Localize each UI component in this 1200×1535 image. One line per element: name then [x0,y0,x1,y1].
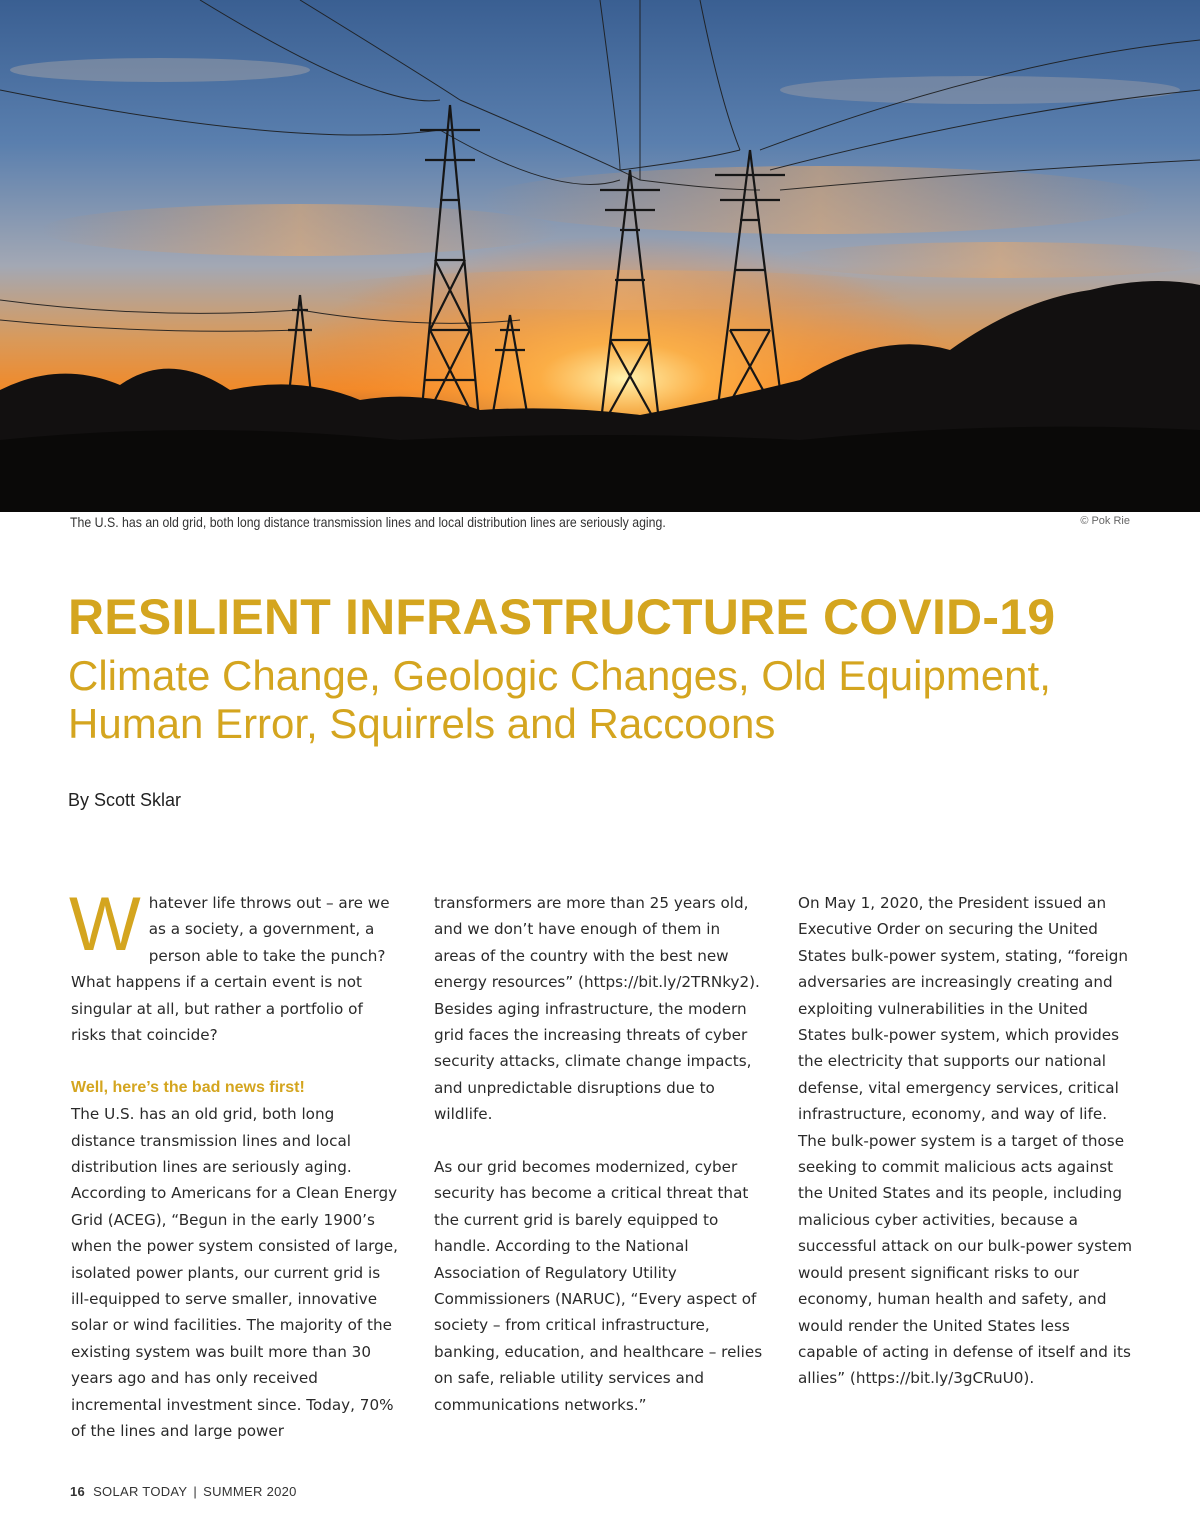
body-paragraph: On May 1, 2020, the President issued an Executive Order on securing the United States bulk-power system, stating, “foreign adversaries are increasingly creating and exploiting vulnerabilities in the United States bulk-power system, which provides the electricity that supports our national defense, vital emergency services, critical infrastructure, economy, and way of life. The bulk-power system is a target of those seeking to commit malicious acts against the United States and its people, including malicious cyber activities, because a successful attack on our bulk-power system would present significant risks to our economy, human health and safety, and would render the United States less capable of acting in defense of itself and its allies” (https://bit.ly/3gCRuU0). [798,894,1133,1388]
power-lines-sunset-image [0,0,1200,512]
photo-credit: © Pok Rie [1080,515,1130,527]
magazine-name: SOLAR TODAY [93,1484,188,1499]
column-2 [434,890,764,1418]
issue-label: SUMMER 2020 [203,1484,297,1499]
hero-photo [0,0,1200,512]
body-paragraph: The U.S. has an old grid, both long distance transmission lines and local distribution lines are seriously aging. According to Americans for a Clean Energy Grid (ACEG), “Begun in the early 1900’s when the power system consisted of large, isolated power plants, our current grid is ill-equipped to serve smaller, innovative solar or wind facilities. The majority of the existing system was built more than 30 years ago and has only received incremental investment since. Today, 70% of the lines and large power [71,1105,398,1441]
section-subhead: Well, here’s the bad news first! [71,1078,305,1096]
page-number: 16 [70,1484,86,1499]
footer-separator: | [193,1484,198,1499]
byline: By Scott Sklar [68,790,182,810]
article-title: RESILIENT INFRASTRUCTURE COVID-19 [68,589,1056,645]
article-subtitle: Climate Change, Geologic Changes, Old Equipment, Human Error, Squirrels and Raccoons [68,652,1051,747]
page-footer [70,1484,297,1499]
drop-cap: W [69,882,141,967]
body-paragraph: transformers are more than 25 years old, and we don’t have enough of them in areas of the country with the best new energy resources” (https://bit.ly/2TRNky2). Besides aging infrastructure, the modern grid faces the increasing threats of cyber security attacks, climate change impacts, and unpredictable disruptions due to wildlife. [434,894,760,1124]
column-3 [798,890,1133,1392]
photo-caption: The U.S. has an old grid, both long distance transmission lines and local distribution lines are seriously aging. [70,514,666,530]
intro-paragraph: hatever life throws out – are we as a society, a government, a person able to take the punch? What happens if a certain event is not singular at all, but rather a portfolio of risks that coincide? [71,894,390,1045]
column-1 [69,882,401,1445]
body-paragraph: As our grid becomes modernized, cyber security has become a critical threat that the current grid is barely equipped to handle. According to the National Association of Regulatory Utility Commissioners (NARUC), “Every aspect of society – from critical infrastructure, banking, education, and healthcare – relies on safe, reliable utility services and communications networks.” [434,1158,763,1414]
